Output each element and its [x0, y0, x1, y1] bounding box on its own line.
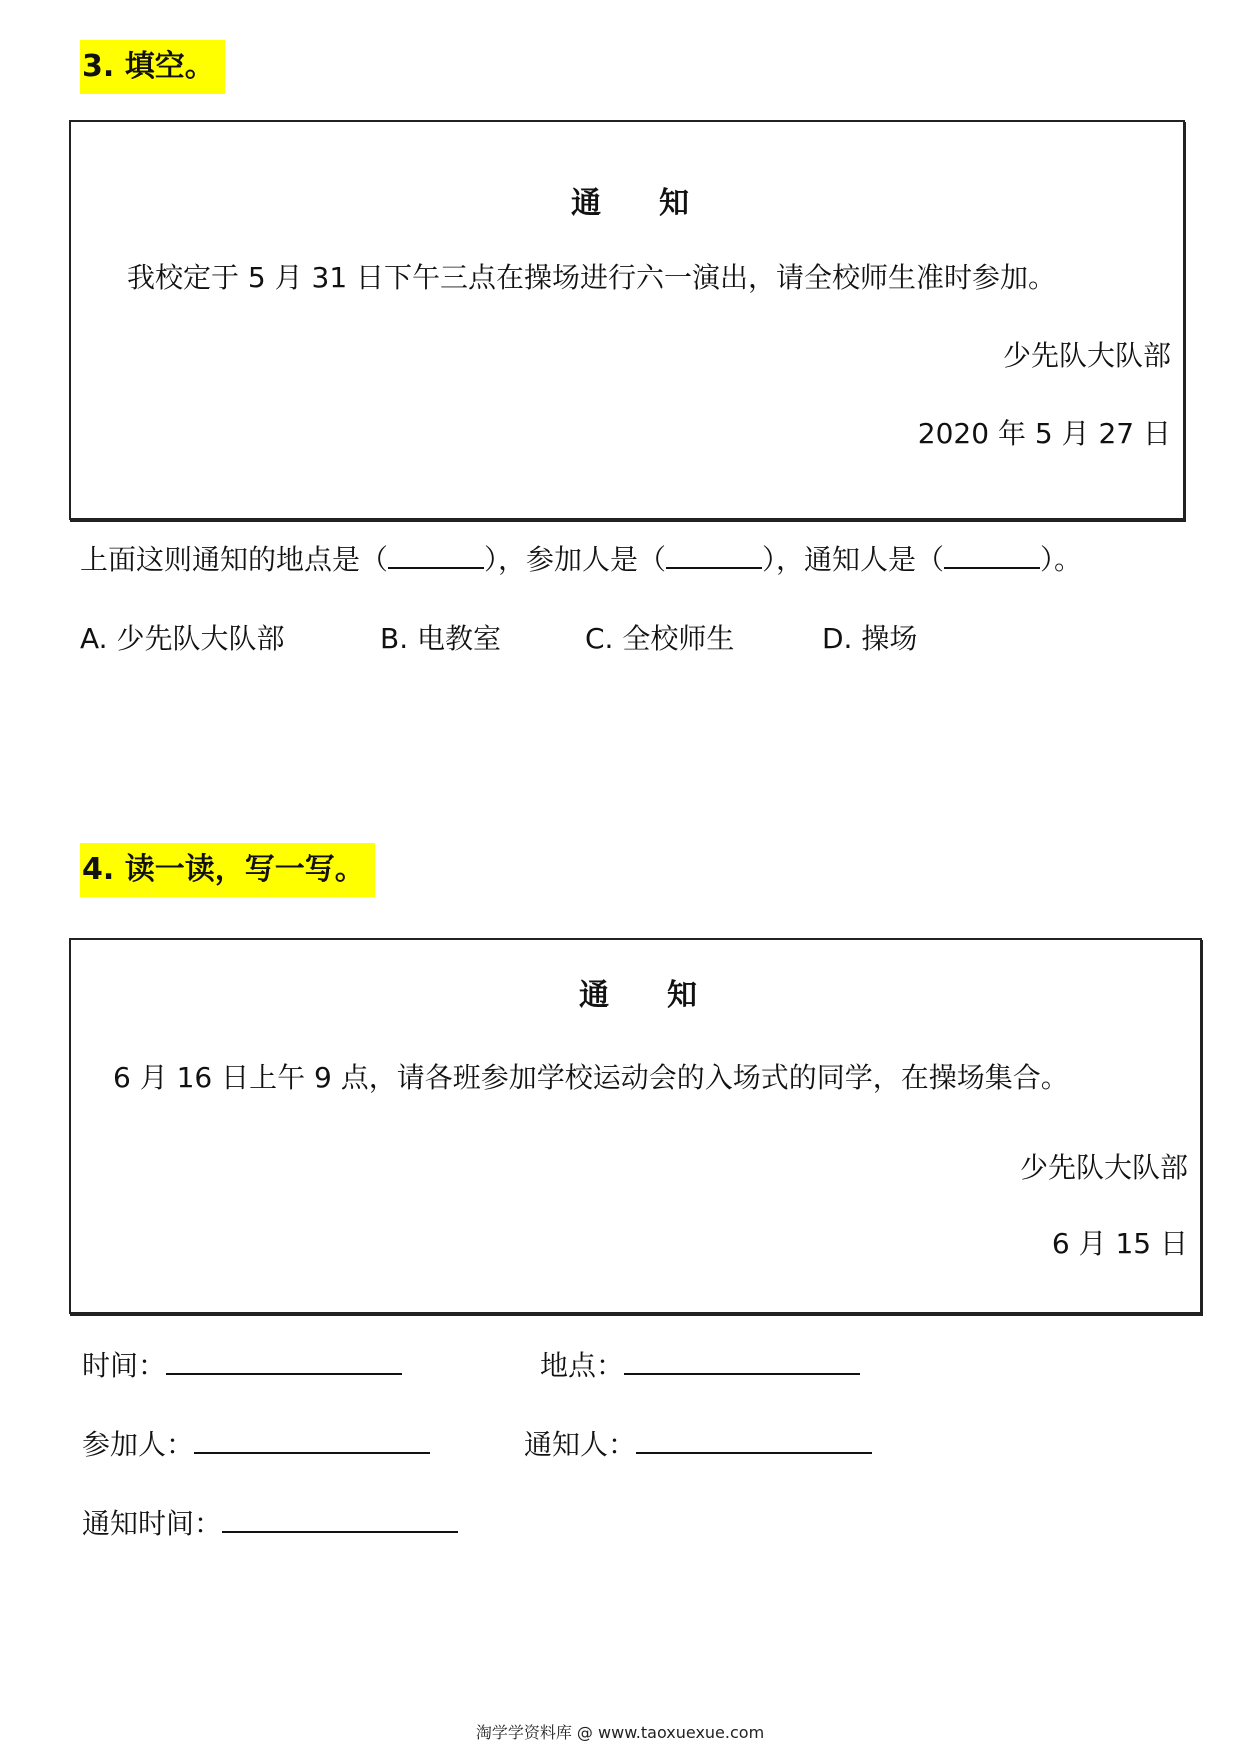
field-notifier: [524, 1423, 872, 1463]
field-notifier-blank[interactable]: [636, 1426, 872, 1454]
notice-2-title: [579, 970, 699, 1014]
field-participants: [82, 1423, 430, 1463]
field-notice-time-label: 通知时间：: [82, 1507, 223, 1540]
notice-1-title-char-1: 通: [571, 186, 603, 221]
q3-text-part-3: ），通知人是（: [762, 543, 945, 576]
question-3-fill-line: [80, 538, 1082, 578]
notice-2-date: 6 月 15 日: [1051, 1227, 1188, 1260]
option-a: A. 少先队大队部: [80, 622, 285, 655]
notice-1-title-char-2: 知: [659, 186, 691, 221]
footer-watermark: 淘学学资料库 @ www.taoxuexue.com: [475, 1723, 765, 1742]
notice-1-title: [571, 178, 691, 222]
notice-1-date: 2020 年 5 月 27 日: [917, 417, 1171, 450]
notice-2-title-char-1: 通: [579, 978, 611, 1013]
field-place: [540, 1344, 860, 1384]
field-time-blank[interactable]: [166, 1347, 402, 1375]
notice-2-body: 6 月 16 日上午 9 点，请各班参加学校运动会的入场式的同学，在操场集合。: [113, 1061, 1069, 1094]
notice-2-title-char-2: 知: [667, 978, 699, 1013]
field-notifier-label: 通知人：: [524, 1428, 637, 1461]
field-participants-label: 参加人：: [82, 1428, 195, 1461]
question-4-heading: 4. 读一读，写一写。: [80, 843, 375, 897]
field-notice-time-blank[interactable]: [222, 1505, 458, 1533]
q3-text-part-4: ）。: [1040, 543, 1083, 576]
field-place-blank[interactable]: [624, 1347, 860, 1375]
option-b: B. 电教室: [380, 622, 502, 655]
notice-box-1: [69, 120, 1185, 520]
field-time: [82, 1344, 402, 1384]
field-participants-blank[interactable]: [194, 1426, 430, 1454]
answer-blank-participants[interactable]: [666, 541, 762, 569]
notice-2-signer: 少先队大队部: [1019, 1151, 1188, 1184]
q3-text-part-1: 上面这则通知的地点是（: [80, 543, 389, 576]
notice-1-body: 我校定于 5 月 31 日下午三点在操场进行六一演出，请全校师生准时参加。: [127, 261, 1057, 294]
answer-blank-notifier[interactable]: [944, 541, 1040, 569]
answer-blank-place[interactable]: [388, 541, 484, 569]
notice-box-2: [69, 938, 1202, 1314]
option-c: C. 全校师生: [585, 622, 735, 655]
option-d: D. 操场: [822, 622, 918, 655]
question-3-heading: 3. 填空。: [80, 40, 225, 94]
q3-text-part-2: ），参加人是（: [484, 543, 667, 576]
notice-1-signer: 少先队大队部: [1002, 339, 1171, 372]
field-place-label: 地点：: [540, 1349, 625, 1382]
field-time-label: 时间：: [82, 1349, 167, 1382]
field-notice-time: [82, 1502, 458, 1542]
